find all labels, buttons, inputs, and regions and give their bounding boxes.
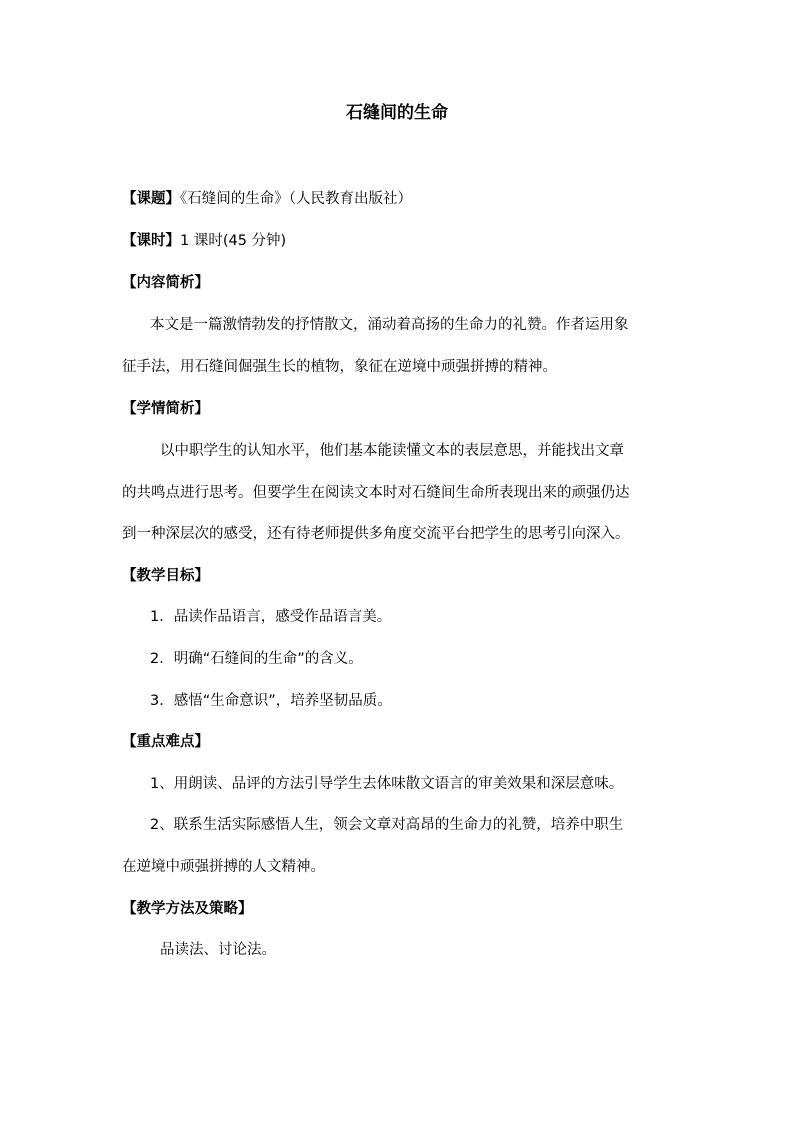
key-points-line: 在逆境中顽强拼搏的人文精神。: [122, 859, 325, 875]
key-points-line: 2、联系生活实际感悟人生，领会文章对高昂的生命力的礼赞，培养中职生: [150, 817, 624, 833]
methods-heading: 【教学方法及策略】: [122, 901, 253, 917]
key-points-line: 1、用朗读、品评的方法引导学生去体味散文语言的审美效果和深层意味。: [150, 776, 624, 792]
teaching-goals-heading: 【教学目标】: [122, 568, 209, 584]
hours-line: [122, 230, 682, 252]
course-label: 【课题】: [122, 191, 180, 207]
document-title: 石缝间的生命: [346, 103, 448, 123]
course-value: 《石缝间的生命》（人民教育出版社）: [180, 191, 412, 207]
teaching-goal-item: 1．品读作品语言，感受作品语言美。: [150, 609, 392, 625]
student-analysis-line: 以中职学生的认知水平，他们基本能读懂文本的表层意思，并能找出文章: [160, 443, 624, 459]
teaching-goal-item: 2．明确“石缝间的生命”的含义。: [150, 651, 363, 667]
key-points-heading: 【重点难点】: [122, 734, 209, 750]
student-analysis-line: 的共鸣点进行思考。但要学生在阅读文本时对石缝间生命所表现出来的顽强仍达: [122, 485, 630, 501]
teaching-goal-item: 3．感悟“生命意识”，培养坚韧品质。: [150, 693, 392, 709]
hours-value: 1 课时(45 分钟): [180, 233, 287, 249]
content-analysis-line: 本文是一篇激情勃发的抒情散文，涌动着高扬的生命力的礼赞。作者运用象: [150, 317, 629, 333]
hours-label: 【课时】: [122, 233, 180, 249]
content-analysis-line: 征手法，用石缝间倔强生长的植物，象征在逆境中顽强拼搏的精神。: [122, 359, 557, 375]
course-line: [122, 188, 682, 210]
methods-line: 品读法、讨论法。: [160, 942, 276, 958]
content-analysis-heading: 【内容简析】: [122, 275, 209, 291]
student-analysis-heading: 【学情简析】: [122, 401, 209, 417]
student-analysis-line: 到一种深层次的感受，还有待老师提供多角度交流平台把学生的思考引向深入。: [122, 526, 630, 542]
